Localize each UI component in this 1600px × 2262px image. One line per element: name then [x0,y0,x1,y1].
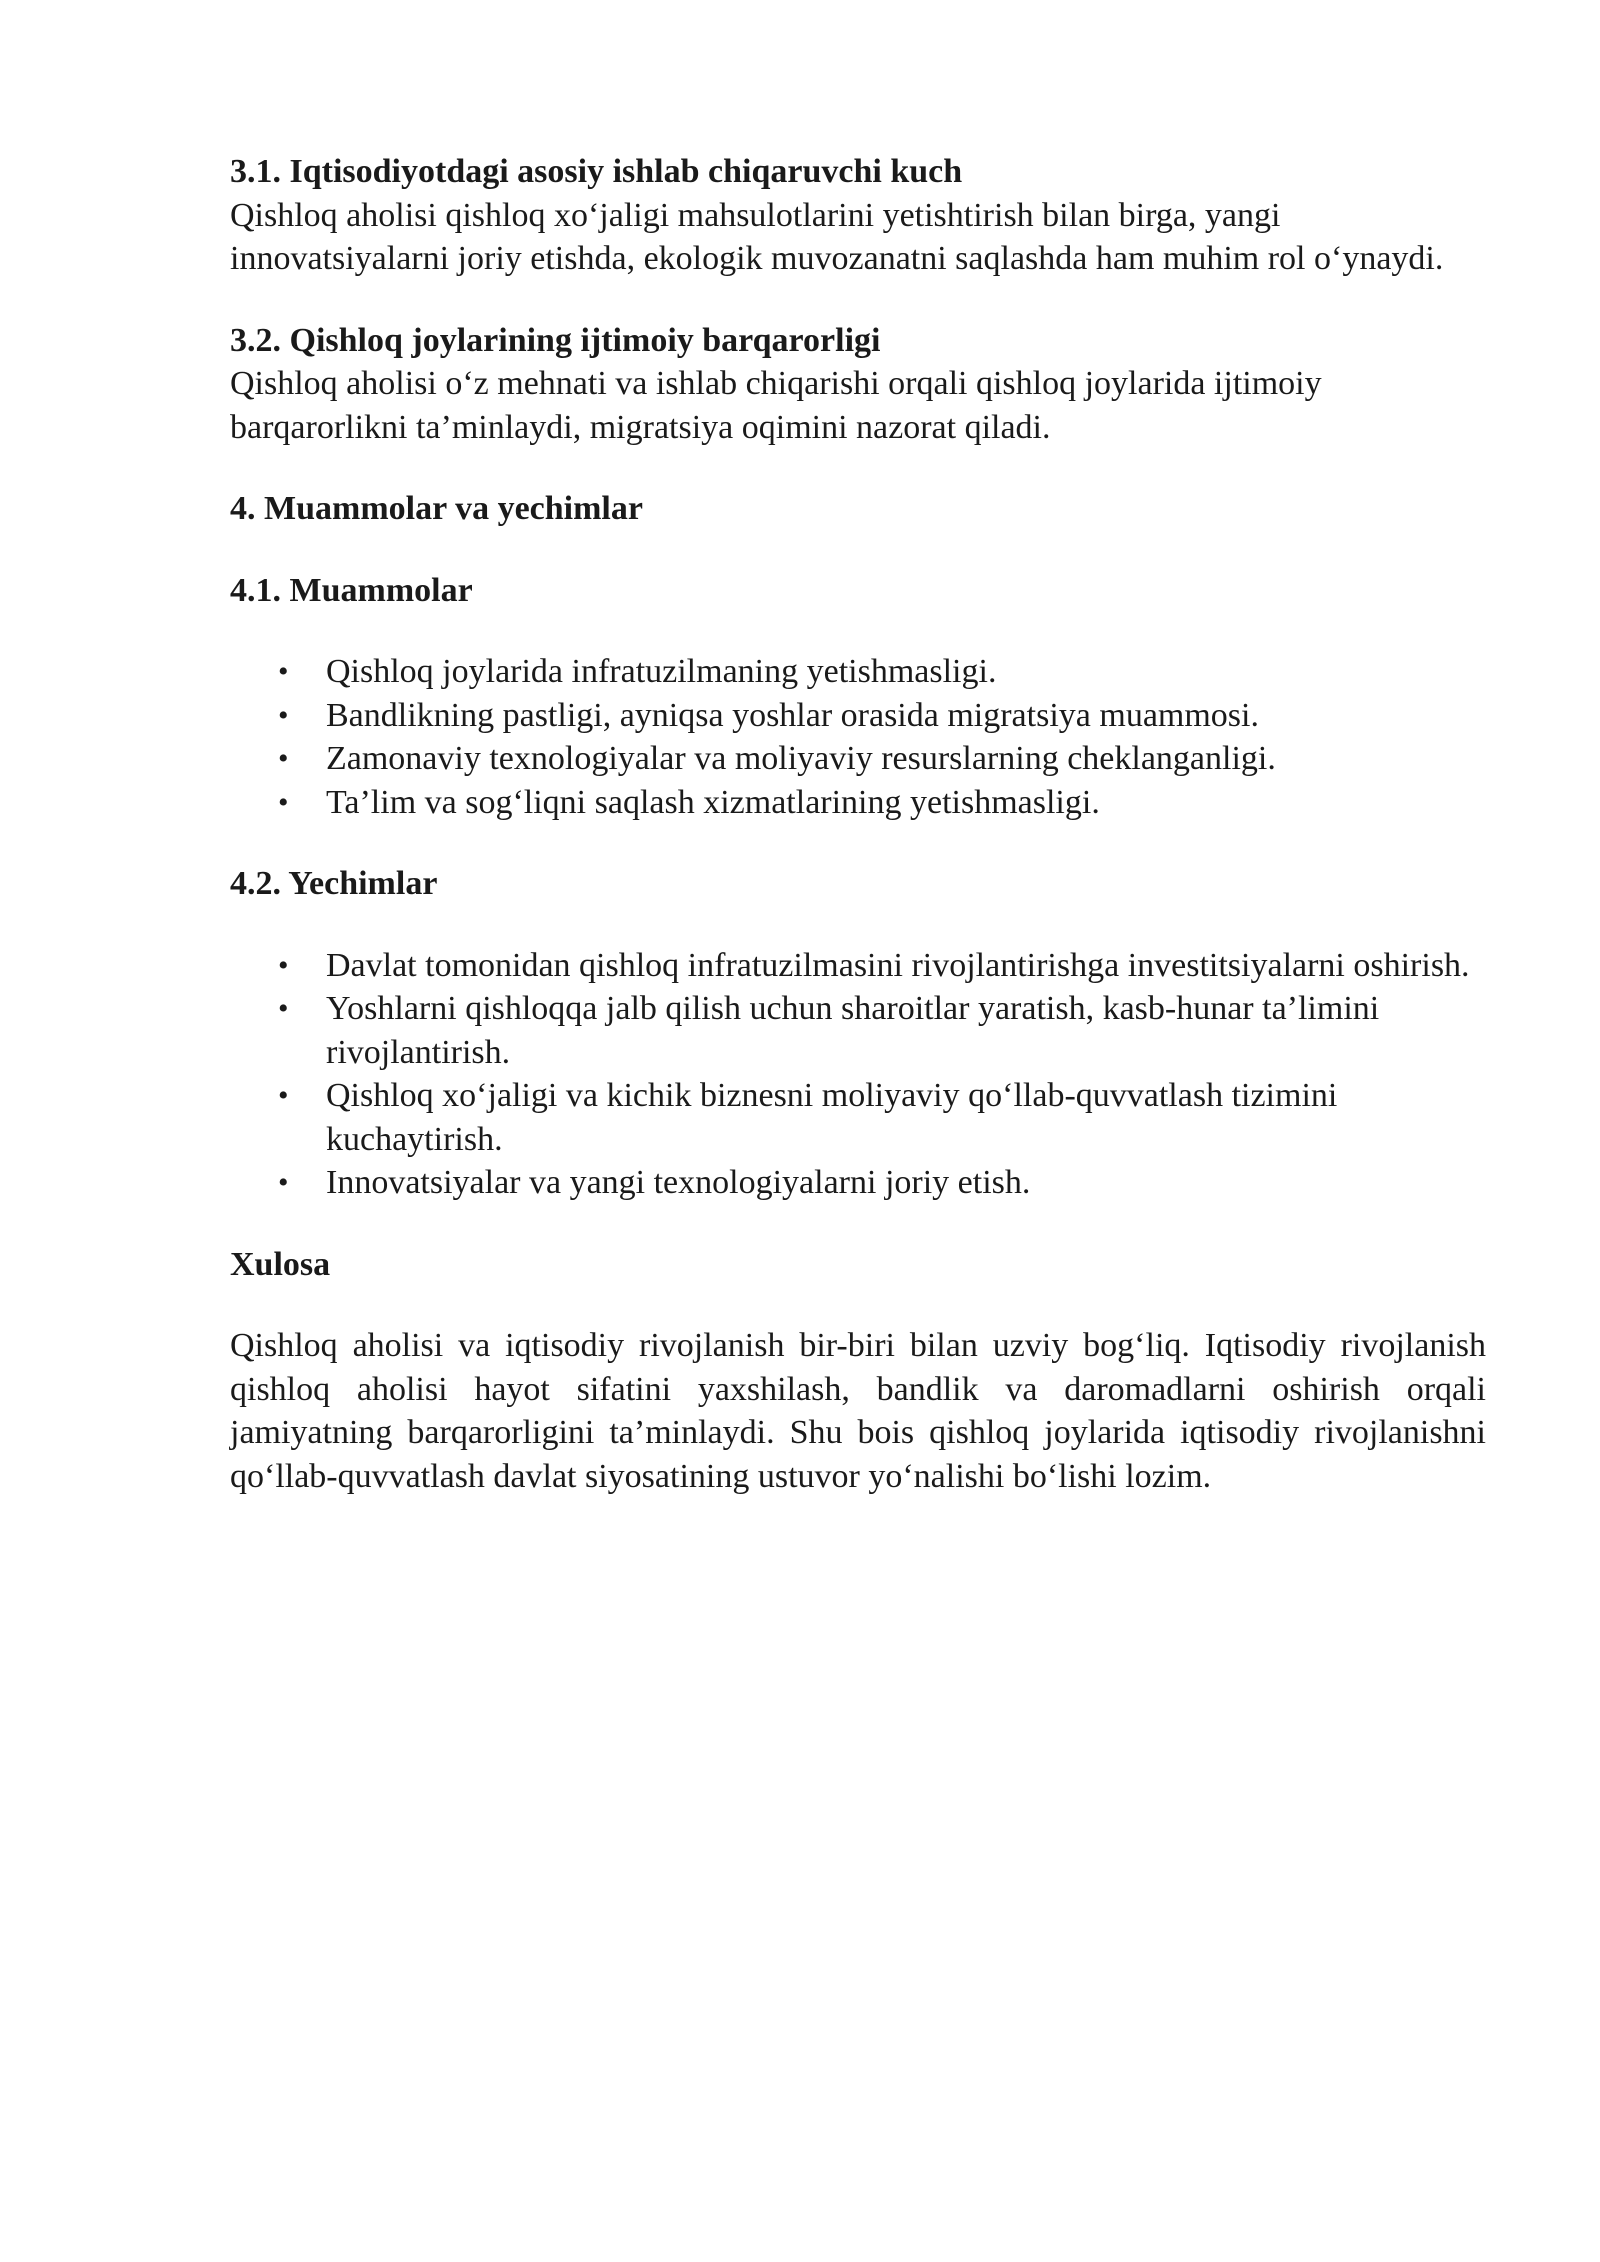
section-3-1-heading: 3.1. Iqtisodiyotdagi asosiy ishlab chiqaruvchi kuch [230,153,963,190]
list-item: • Bandlikning pastligi, ayniqsa yoshlar orasida migratsiya muammosi. [230,694,1486,738]
conclusion-heading: Xulosa [230,1245,331,1283]
list-item: • Qishloq xo‘jaligi va kichik biznesni moliyaviy qo‘llab-quvvatlash tizimini kuchaytirish. [230,1074,1486,1161]
list-item: • Ta’lim va sog‘liqni saqlash xizmatlarining yetishmasligi. [230,781,1486,825]
conclusion-paragraph: Qishloq aholisi va iqtisodiy rivojlanish bir-biri bilan uzviy bog‘liq. Iqtisodiy rivojlanish qishloq aholisi hayot sifatini yaxshilash, bandlik va daromadlarni oshirish orqali jamiyatning barqarorligini ta’minlaydi. Shu bois qishloq joylarida iqtisodiy rivojlanishni qo‘llab-quvvatlash davlat siyosatining ustuvor yo‘nalishi bo‘lishi lozim. [230,1327,1486,1495]
list-item: • Davlat tomonidan qishloq infratuzilmasini rivojlantirishga investitsiyalarni oshirish. [230,944,1486,988]
list-item: • Zamonaviy texnologiyalar va moliyaviy resurslarning cheklanganligi. [230,737,1486,781]
document-page [230,150,1486,1498]
section-4-2 [230,862,1486,1205]
section-4-1 [230,569,1486,825]
section-4-heading: 4. Muammolar va yechimlar [230,490,643,527]
section-3-2-paragraph: Qishloq aholisi o‘z mehnati va ishlab chiqarishi orqali qishloq joylarida ijtimoiy barqarorlikni ta’minlaydi, migratsiya oqimini nazorat qiladi. [230,365,1322,446]
section-3-2 [230,319,1486,450]
section-3-1-paragraph: Qishloq aholisi qishloq xo‘jaligi mahsulotlarini yetishtirish bilan birga, yangi innovatsiyalarni joriy etishda, ekologik muvozanatni saqlashda ham muhim rol o‘ynaydi. [230,196,1444,277]
solutions-list [230,944,1486,1205]
section-3-1 [230,150,1486,281]
problems-list [230,650,1486,824]
conclusion-section [230,1243,1486,1499]
section-4-2-heading: 4.2. Yechimlar [230,865,438,902]
list-item: • Yoshlarni qishloqqa jalb qilish uchun sharoitlar yaratish, kasb-hunar ta’limini rivojlantirish. [230,987,1486,1074]
list-item: • Qishloq joylarida infratuzilmaning yetishmasligi. [230,650,1486,694]
section-3-2-heading: 3.2. Qishloq joylarining ijtimoiy barqarorligi [230,321,881,359]
list-item: • Innovatsiyalar va yangi texnologiyalarni joriy etish. [230,1161,1486,1205]
section-4-1-heading: 4.1. Muammolar [230,571,473,609]
